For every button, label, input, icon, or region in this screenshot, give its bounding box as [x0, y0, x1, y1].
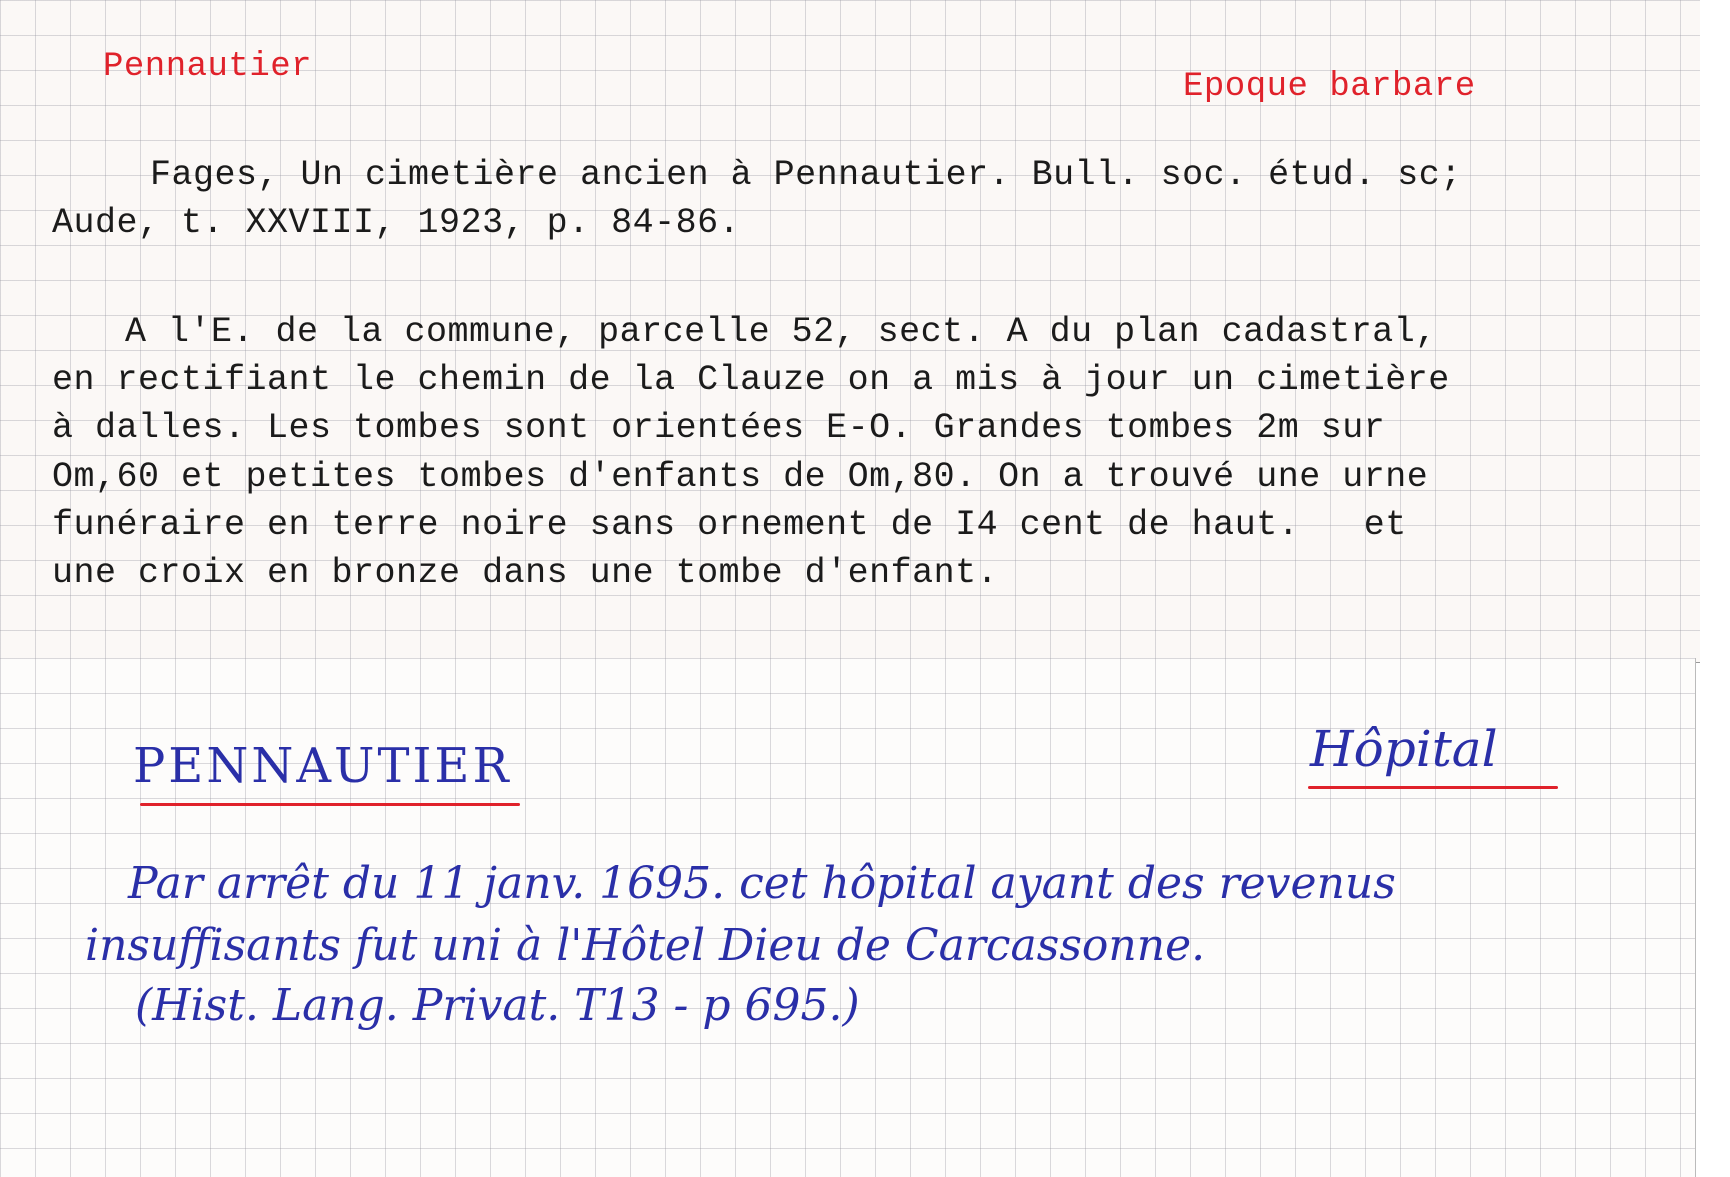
note-line-3: (Hist. Lang. Privat. T13 - p 695.)	[135, 980, 860, 1031]
body-line-1: A l'E. de la commune, parcelle 52, sect. A du plan cadastral,	[125, 312, 1437, 352]
body-line-4: Om,60 et petites tombes d'enfants de Om,80. On a trouvé une urne	[52, 457, 1429, 497]
reference-line-1: Fages, Un cimetière ancien à Pennautier. Bull. soc. étud. sc;	[150, 155, 1462, 195]
body-line-6: une croix en bronze dans une tombe d'enfant.	[52, 553, 999, 593]
card-period-heading: Epoque barbare	[1183, 68, 1476, 106]
place-underline	[140, 803, 520, 806]
subject-underline	[1308, 786, 1558, 789]
handwritten-subject-heading: Hôpital	[1310, 720, 1498, 778]
body-line-5: funéraire en terre noire sans ornement de I4 cent de haut. et	[52, 505, 1407, 545]
body-line-2: en rectifiant le chemin de la Clauze on a mis à jour un cimetière	[52, 360, 1450, 400]
index-card-handwritten	[0, 658, 1695, 1177]
note-line-2: insuffisants fut uni à l'Hôtel Dieu de Carcassonne.	[85, 920, 1206, 971]
reference-line-2: Aude, t. XXVIII, 1923, p. 84-86.	[52, 203, 741, 243]
card-place-heading: Pennautier	[103, 48, 313, 86]
note-line-1: Par arrêt du 11 janv. 1695. cet hôpital ayant des revenus	[128, 858, 1396, 909]
handwritten-place-heading: PENNAUTIER	[133, 738, 512, 794]
body-line-3: à dalles. Les tombes sont orientées E-O. Grandes tombes 2m sur	[52, 408, 1386, 448]
